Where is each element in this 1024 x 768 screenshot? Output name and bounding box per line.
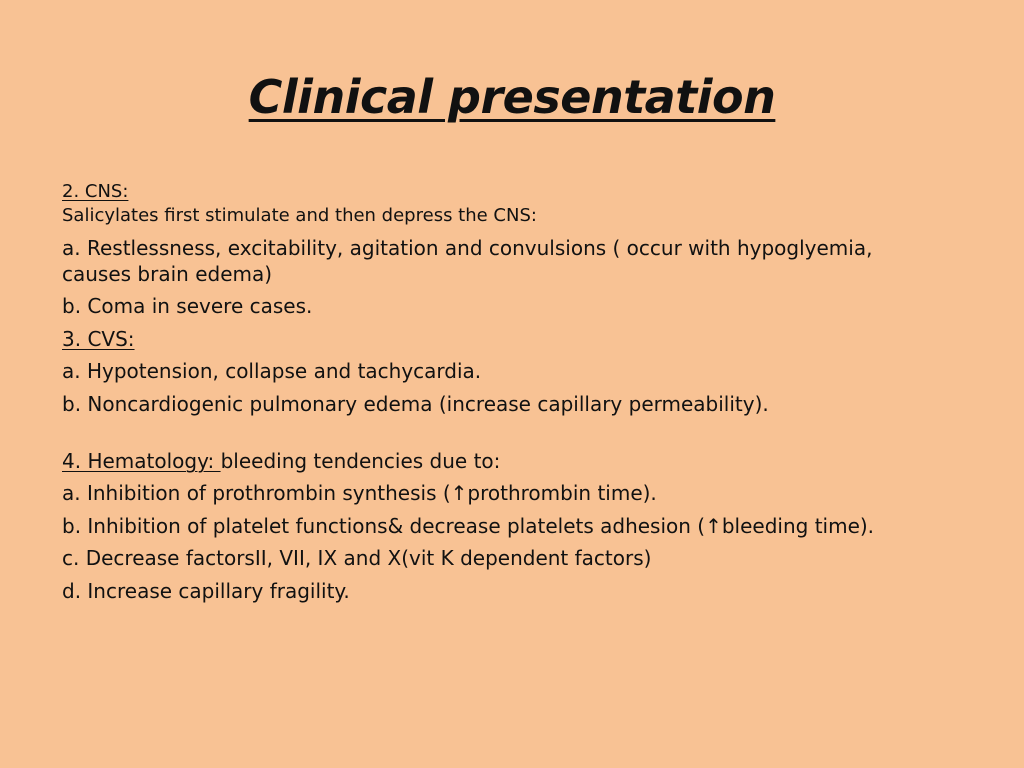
hematology-item-b: b. Inhibition of platelet functions& decrease platelets adhesion (↑bleeding time). [62, 513, 875, 538]
slide-body [62, 180, 982, 604]
spacer [62, 417, 982, 448]
hematology-heading-line [62, 448, 982, 474]
cns-heading: 2. CNS: [62, 181, 129, 202]
hematology-item-d: d. Increase capillary fragility. [62, 578, 350, 603]
cns-item-a-line2: causes brain edema) [62, 261, 273, 286]
cns-item-b: b. Coma in severe cases. [62, 294, 313, 318]
hematology-heading-rest: bleeding tendencies due to: [220, 448, 501, 473]
hematology-heading: 4. Hematology: [62, 448, 221, 473]
cvs-item-a: a. Hypotension, collapse and tachycardia. [62, 359, 482, 383]
cvs-heading: 3. CVS: [62, 326, 135, 351]
slide-title: Clinical presentation [248, 70, 776, 124]
hematology-item-c: c. Decrease factorsII, VII, IX and X(vit K dependent factors) [62, 546, 652, 570]
cns-item-a-line1: a. Restlessness, excitability, agitation and convulsions ( occur with hypoglyemia, [62, 235, 873, 260]
cvs-item-b: b. Noncardiogenic pulmonary edema (increase capillary permeability). [62, 391, 769, 416]
cns-intro: Salicylates first stimulate and then depress the CNS: [62, 205, 537, 226]
hematology-item-a: a. Inhibition of prothrombin synthesis (↑prothrombin time). [62, 481, 657, 505]
